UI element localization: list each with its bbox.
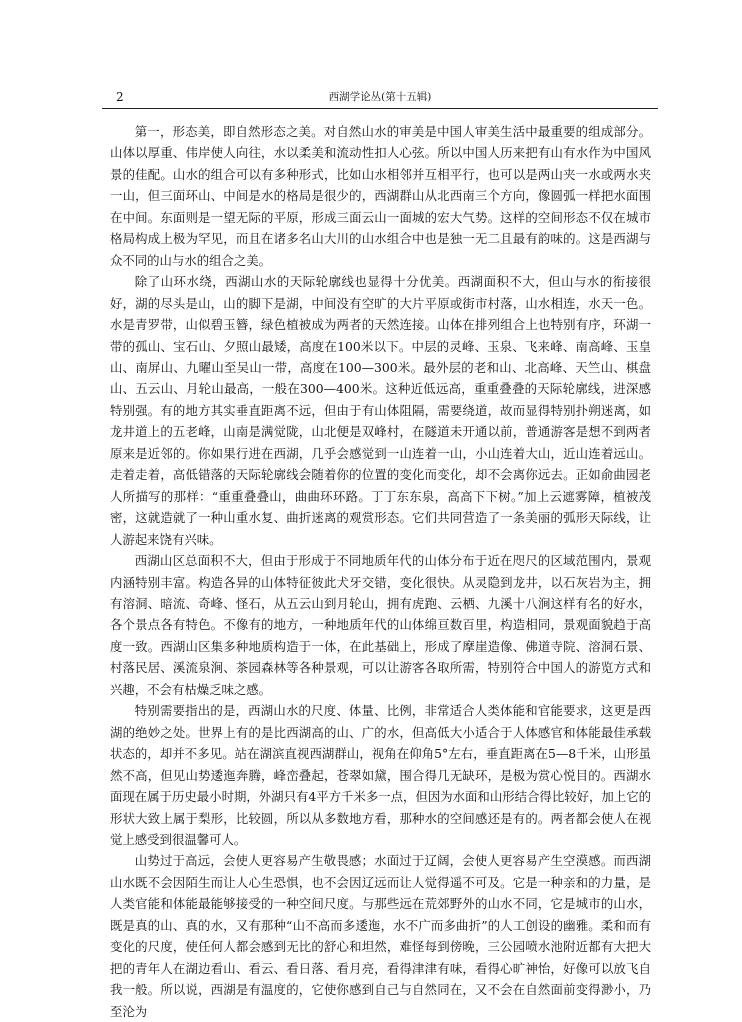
body-text: [110, 121, 651, 1022]
paragraph: 特别需要指出的是，西湖山水的尺度、体量、比例，非常适合人类体能和官能要求，这更是西湖的绝妙之处。世界上有的是比西湖高的山、广的水，但高低大小适合于人体感官和体能最佳承载状态的，却并不多见。站在湖滨直视西湖群山，视角在仰角5°左右，垂直距离在5—8千米，山形虽然不高，但见山势逶迤奔腾，峰峦叠起，苍翠如黛，围合得几无缺环，是极为赏心悦目的。西湖水面现在属于历史最小时期，外湖只有4平方千米多一点，但因为水面和山形结合得比较好，加上它的形状大致上属于梨形，比较圆，所以从多数地方看，那种水的空间感还是有的。两者都会使人在视觉上感受到很温馨可人。: [110, 703, 651, 847]
page-number: 2: [116, 90, 124, 104]
header-rule: [102, 108, 658, 109]
running-title: 西湖学论丛(第十五辑): [328, 91, 432, 103]
paragraph: 山势过于高远，会使人更容易产生敬畏感；水面过于辽阔，会使人更容易产生空漠感。而西湖山水既不会因陌生而让人心生恐惧，也不会因辽远而让人觉得遥不可及。它是一种亲和的力量，是人类官能和体能最能够接受的一种空间尺度。与那些远在荒郊野外的山水不同，它是城市的山水，既是真的山、真的水，又有那种“山不高而多逶迤，水不广而多曲折”的人工创设的幽雅。柔和而有变化的尺度，使任何人都会感到无比的舒心和坦然，难怪每到傍晚，三公园喷水池附近都有大把大把的青年人在湖边看山、看云、看日落、看月亮，看得津津有味，看得心旷神怡，好像可以放飞自我一般。所以说，西湖是有温度的，它使你感到自己与自然同在，又不会在自然面前变得渺小，乃至沦为: [110, 853, 651, 1019]
paragraph: 除了山环水绕，西湖山水的天际轮廓线也显得十分优美。西湖面积不大，但山与水的衔接很好，湖的尽头是山，山的脚下是湖，中间没有空旷的大片平原或街市村落，山水相连，水天一色。水是青罗带，山似碧玉簪，绿色植被成为两者的天然连接。山体在排列组合上也特别有序，环湖一带的孤山、宝石山、夕照山最矮，高度在100米以下。中层的灵峰、玉泉、飞来峰、南高峰、玉皇山、南屏山、九曜山至吴山一带，高度在100—300米。最外层的老和山、北高峰、天竺山、棋盘山、五云山、月轮山最高，一般在300—400米。这种近低远高，重重叠叠的天际轮廓线，进深感特别强。有的地方其实垂直距离不远，但由于有山体阻隔，需要绕道，故而显得特别扑朔迷离，如龙井道上的五老峰，山南是满觉陇，山北便是双峰村，在隧道未开通以前，普通游客是想不到两者原来是近邻的。你如果行进在西湖，几乎会感觉到一山连着一山，小山连着大山，近山连着远山。走着走着，高低错落的天际轮廓线会随着你的位置的变化而变化，却不会离你远去。正如俞曲园老人所描写的那样：“重重叠叠山，曲曲环环路。丁丁东东泉，高高下下树。”加上云遮雾障，植被茂密，这就造就了一种山重水复、曲折迷离的观赏形态。它们共同营造了一条美丽的弧形天际线，让人游起来饶有兴味。: [110, 274, 651, 547]
paragraph: 西湖山区总面积不大，但由于形成于不同地质年代的山体分布于近在咫尺的区域范围内，景观内涵特别丰富。构造各异的山体特征彼此犬牙交错，变化很快。从灵隐到龙井，以石灰岩为主，拥有溶洞、暗流、奇峰、怪石，从五云山到月轮山，拥有虎跑、云栖、九溪十八涧这样有名的好水，各个景点各有特色。不像有的地方，一种地质年代的山体绵亘数百里，构造相同，景观面貌趋于高度一致。西湖山区集多种地质构造于一体，在此基础上，形成了摩崖造像、佛道寺院、溶洞石景、村落民居、溪流泉涧、茶园森林等各种景观，可以让游客各取所需，特别符合中国人的游览方式和兴趣，不会有枯燥乏味之感。: [110, 553, 651, 697]
paragraph: 第一，形态美，即自然形态之美。对自然山水的审美是中国人审美生活中最重要的组成部分。山体以厚重、伟岸使人向往，水以柔美和流动性扣人心弦。所以中国人历来把有山有水作为中国风景的佳配。山水的组合可以有多种形式，比如山水相邻并互相平行，也可以是两山夹一水或两水夹一山，但三面环山、中间是水的格局是很少的，西湖群山从北西南三个方向，像圆弧一样把水面围在中间。东面则是一望无际的平原，形成三面云山一面城的宏大气势。这样的空间形态不仅在城市格局构成上极为罕见，而且在诸多名山大川的山水组合中也是独一无二且最有韵味的。这是西湖与众不同的山与水的组合之美。: [110, 124, 651, 268]
page-header: [102, 88, 658, 110]
